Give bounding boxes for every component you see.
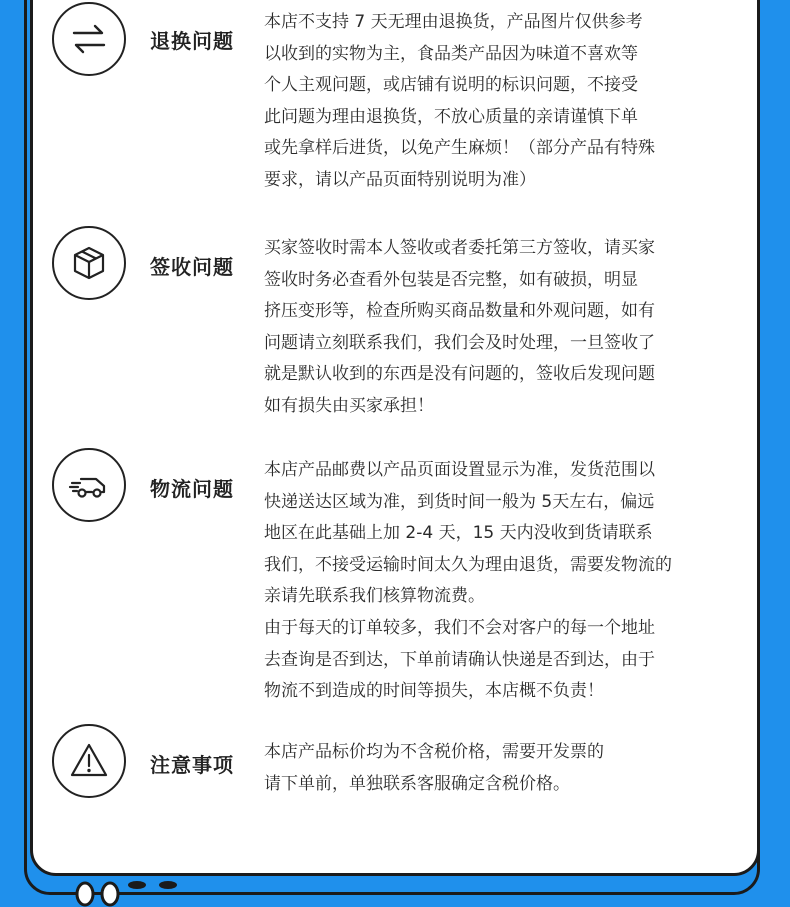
body-line: 物流不到造成的时间等损失，本店概不负责！ [264,681,604,702]
warning-triangle-icon [52,724,126,798]
body-line: 请下单前，单独联系客服确定含税价格。 [264,773,570,794]
body-line: 或先拿样后进货，以免产生麻烦！（部分产品有特殊 [264,138,655,159]
section-title: 退换问题 [150,29,234,53]
body-line: 本店不支持 7 天无理由退换货，产品图片仅供参考 [264,12,643,32]
body-line: 就是默认收到的东西是没有问题的，签收后发现问题 [264,364,655,385]
section-body [264,737,734,800]
delivery-truck-icon [52,448,126,522]
body-line: 问题请立刻联系我们，我们会及时处理，一旦签收了 [264,332,655,353]
body-line: 去查询是否到达，下单前请确认快递是否到达，由于 [264,649,655,670]
section-title: 注意事项 [150,753,234,777]
body-line: 快递送达区域为准，到货时间一般为 5天左右，偏远 [264,491,655,512]
section-body [264,7,734,197]
body-line: 以收到的实物为主，食品类产品因为味道不喜欢等 [264,43,638,64]
body-line: 个人主观问题，或店铺有说明的标识问题，不接受 [264,75,638,96]
section-body [264,233,734,423]
body-line: 我们，不接受运输时间太久为理由退货，需要发物流的 [264,554,672,575]
body-line: 此问题为理由退换货，不放心质量的亲请谨慎下单 [264,106,638,127]
body-line: 买家签收时需本人签收或者委托第三方签收，请买家 [264,238,655,258]
section-body [264,455,734,708]
section-title: 物流问题 [150,477,234,501]
section-title: 签收问题 [150,255,234,279]
body-line: 本店产品标价均为不含税价格，需要开发票的 [264,742,604,762]
body-line: 挤压变形等，检查所购买商品数量和外观问题，如有 [264,301,655,322]
decorative-rings-icon [74,876,194,907]
body-line: 本店产品邮费以产品页面设置显示为准，发货范围以 [264,460,655,480]
body-line: 要求，请以产品页面特别说明为准） [264,169,536,190]
body-line: 签收时务必查看外包装是否完整，如有破损，明显 [264,269,638,290]
swap-arrows-icon [52,2,126,76]
body-line: 地区在此基础上加 2-4 天，15 天内没收到货请联系 [264,523,653,544]
package-box-icon [52,226,126,300]
body-line: 亲请先联系我们核算物流费。 [264,586,485,607]
body-line: 由于每天的订单较多，我们不会对客户的每一个地址 [264,617,655,638]
body-line: 如有损失由买家承担！ [264,395,434,416]
